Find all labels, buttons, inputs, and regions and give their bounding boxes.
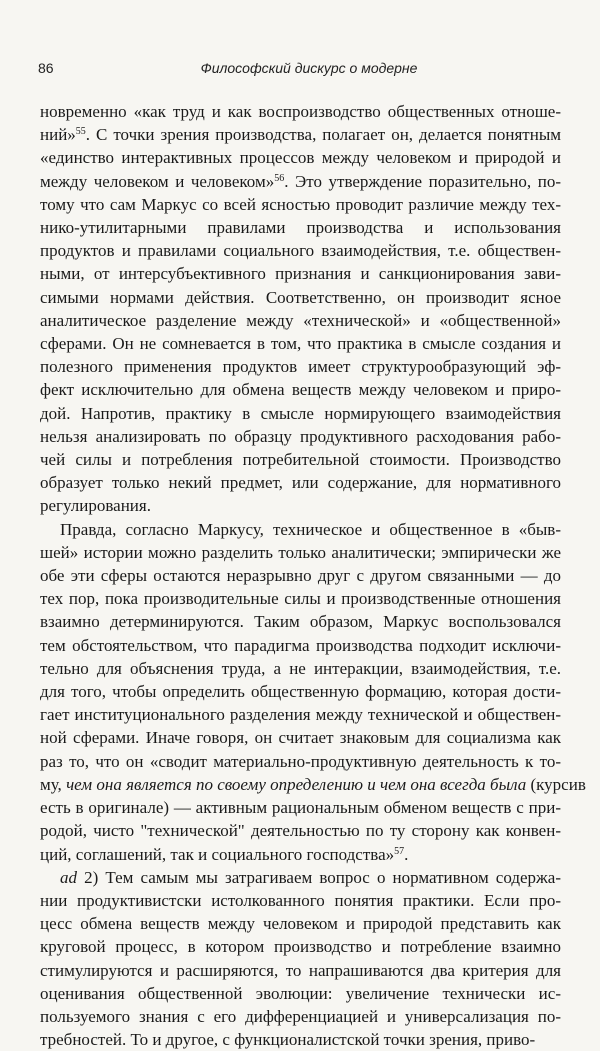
text-line <box>40 912 561 935</box>
text-run: есть в оригинале) — активным рациональным обменом веществ с при- <box>40 798 561 818</box>
text-run: взаимно детерминируются. Таким образом, Маркус воспользовался <box>40 612 561 632</box>
text-run: требностей. То и другое, с функционалистской точки зрения, приво- <box>40 1030 536 1050</box>
text-line <box>40 425 561 448</box>
text-run: между человеком и человеком» <box>40 171 275 191</box>
text-run: му, <box>40 774 67 794</box>
text-run: ний» <box>40 125 76 145</box>
text-line <box>40 750 561 773</box>
text-line <box>40 866 561 889</box>
text-line <box>40 193 561 216</box>
text-run: дой. Напротив, практику в смысле нормирующего взаимодействия <box>40 403 561 423</box>
text-line <box>40 657 561 680</box>
text-run: круговой процесс, в котором производство и потребление взаимно <box>40 937 561 957</box>
text-run: аналитическое разделение между «технической» и «общественной» <box>40 310 561 330</box>
text-line <box>40 564 561 587</box>
body-text <box>40 100 586 1051</box>
text-line <box>40 262 561 285</box>
italic-text: чем она является по своему определению и чем она всегда была <box>66 774 527 794</box>
text-line <box>40 634 561 657</box>
footnote-ref: 57 <box>394 845 405 857</box>
text-line <box>40 332 561 355</box>
text-line <box>40 309 561 332</box>
footnote-ref: 56 <box>274 172 285 184</box>
text-run: (курсив <box>526 774 586 794</box>
italic-text: ad <box>60 867 77 887</box>
text-line <box>40 819 561 842</box>
text-line <box>40 286 561 309</box>
text-line <box>40 796 561 819</box>
text-run: стимулируются и расширяются, то напрашиваются два критерия для <box>40 960 561 980</box>
text-line <box>40 355 561 378</box>
text-run: . <box>404 844 409 864</box>
text-line <box>40 494 561 517</box>
text-run: продуктов и правилами социального взаимодействия, т.е. обществен- <box>40 241 561 261</box>
text-run: для того, чтобы определить общественную формацию, которая дости- <box>40 682 561 702</box>
text-line <box>40 935 561 958</box>
text-run: тех пор, пока производительные силы и производственные отношения <box>40 589 561 609</box>
text-line <box>40 843 561 866</box>
page-number: 86 <box>38 60 54 76</box>
text-line <box>40 1028 561 1051</box>
text-line <box>40 471 561 494</box>
text-run: шей» истории можно разделить только аналитически; эмпирически же <box>40 542 561 562</box>
text-run: пользуемого знания с его дифференциацией и универсализация по- <box>40 1006 561 1026</box>
running-title: Философский дискурс о модерне <box>200 60 418 76</box>
text-line <box>40 448 561 471</box>
text-run: фект исключительно для обмена веществ между человеком и приро- <box>40 380 561 400</box>
text-line <box>40 959 561 982</box>
text-run: ными, от интерсубъективного признания и санкционирования зави- <box>40 264 561 284</box>
text-run: регулирования. <box>40 496 151 516</box>
text-line <box>40 773 586 796</box>
text-run: тем обстоятельством, что парадигма производства подходит исключи- <box>40 635 561 655</box>
text-run: нико-утилитарными правилами производства и использования <box>40 218 561 238</box>
text-run: полезного применения продуктов имеет структурообразующий эф- <box>40 357 561 377</box>
text-line <box>40 982 561 1005</box>
text-line <box>40 541 561 564</box>
text-line <box>40 518 561 541</box>
text-line <box>40 703 561 726</box>
text-run: . Это утверждение поразительно, по- <box>284 171 561 191</box>
text-run: . С точки зрения производства, полагает он, делается понятным <box>85 125 561 145</box>
text-run: оценивания общественной эволюции: увеличение технически ис- <box>40 983 561 1003</box>
text-run: раз то, что он «сводит материально-продуктивную деятельность к то- <box>40 751 561 771</box>
text-run: цесс обмена веществ между человеком и природой представить как <box>40 914 561 934</box>
text-run: Правда, согласно Маркусу, техническое и общественное в «быв- <box>60 519 561 539</box>
text-run: ций, соглашений, так и социального господства» <box>40 844 395 864</box>
text-line <box>40 378 561 401</box>
text-run: 2) Тем самым мы затрагиваем вопрос о нормативном содержа- <box>77 867 561 887</box>
text-run: нии продуктивистски истолкованного понятия практики. Если про- <box>40 890 561 910</box>
text-run: «единство интерактивных процессов между человеком и природой и <box>40 148 561 168</box>
text-run: обе эти сферы остаются неразрывно друг с другом связанными — до <box>40 566 561 586</box>
text-run: ной сферами. Иначе говоря, он считает знаковым для социализма как <box>40 728 561 748</box>
text-run: родой, чисто "технической" деятельностью по ту сторону как конвен- <box>40 821 561 841</box>
text-line <box>40 610 561 633</box>
text-line <box>40 1005 561 1028</box>
page-header <box>38 60 560 82</box>
text-line <box>40 146 561 169</box>
text-line <box>40 216 561 239</box>
text-line <box>40 170 561 193</box>
text-run: чей силы и потребления потребительной стоимости. Производство <box>40 450 561 470</box>
text-run: гает институционального разделения между технической и обществен- <box>40 705 561 725</box>
text-run: новременно «как труд и как воспроизводство общественных отноше- <box>40 102 561 121</box>
footnote-ref: 55 <box>75 126 86 138</box>
text-line <box>40 402 561 425</box>
text-run: тому что сам Маркус со всей ясностью проводит различие между тех- <box>40 194 561 214</box>
text-line <box>40 680 561 703</box>
text-run: сферами. Он не сомневается в том, что практика в смысле создания и <box>40 334 561 354</box>
text-line <box>40 726 561 749</box>
text-line <box>40 587 561 610</box>
text-run: образует только некий предмет, или содержание, для нормативного <box>40 473 561 493</box>
text-line <box>40 123 561 146</box>
text-line <box>40 100 561 123</box>
text-run: симыми нормами действия. Соответственно, он производит ясное <box>40 287 561 307</box>
text-line <box>40 239 561 262</box>
text-line <box>40 889 561 912</box>
text-run: нельзя анализировать по образцу продуктивного расходования рабо- <box>40 426 561 446</box>
text-run: тельно для объяснения труда, а не интеракции, взаимодействия, т.е. <box>40 658 561 678</box>
